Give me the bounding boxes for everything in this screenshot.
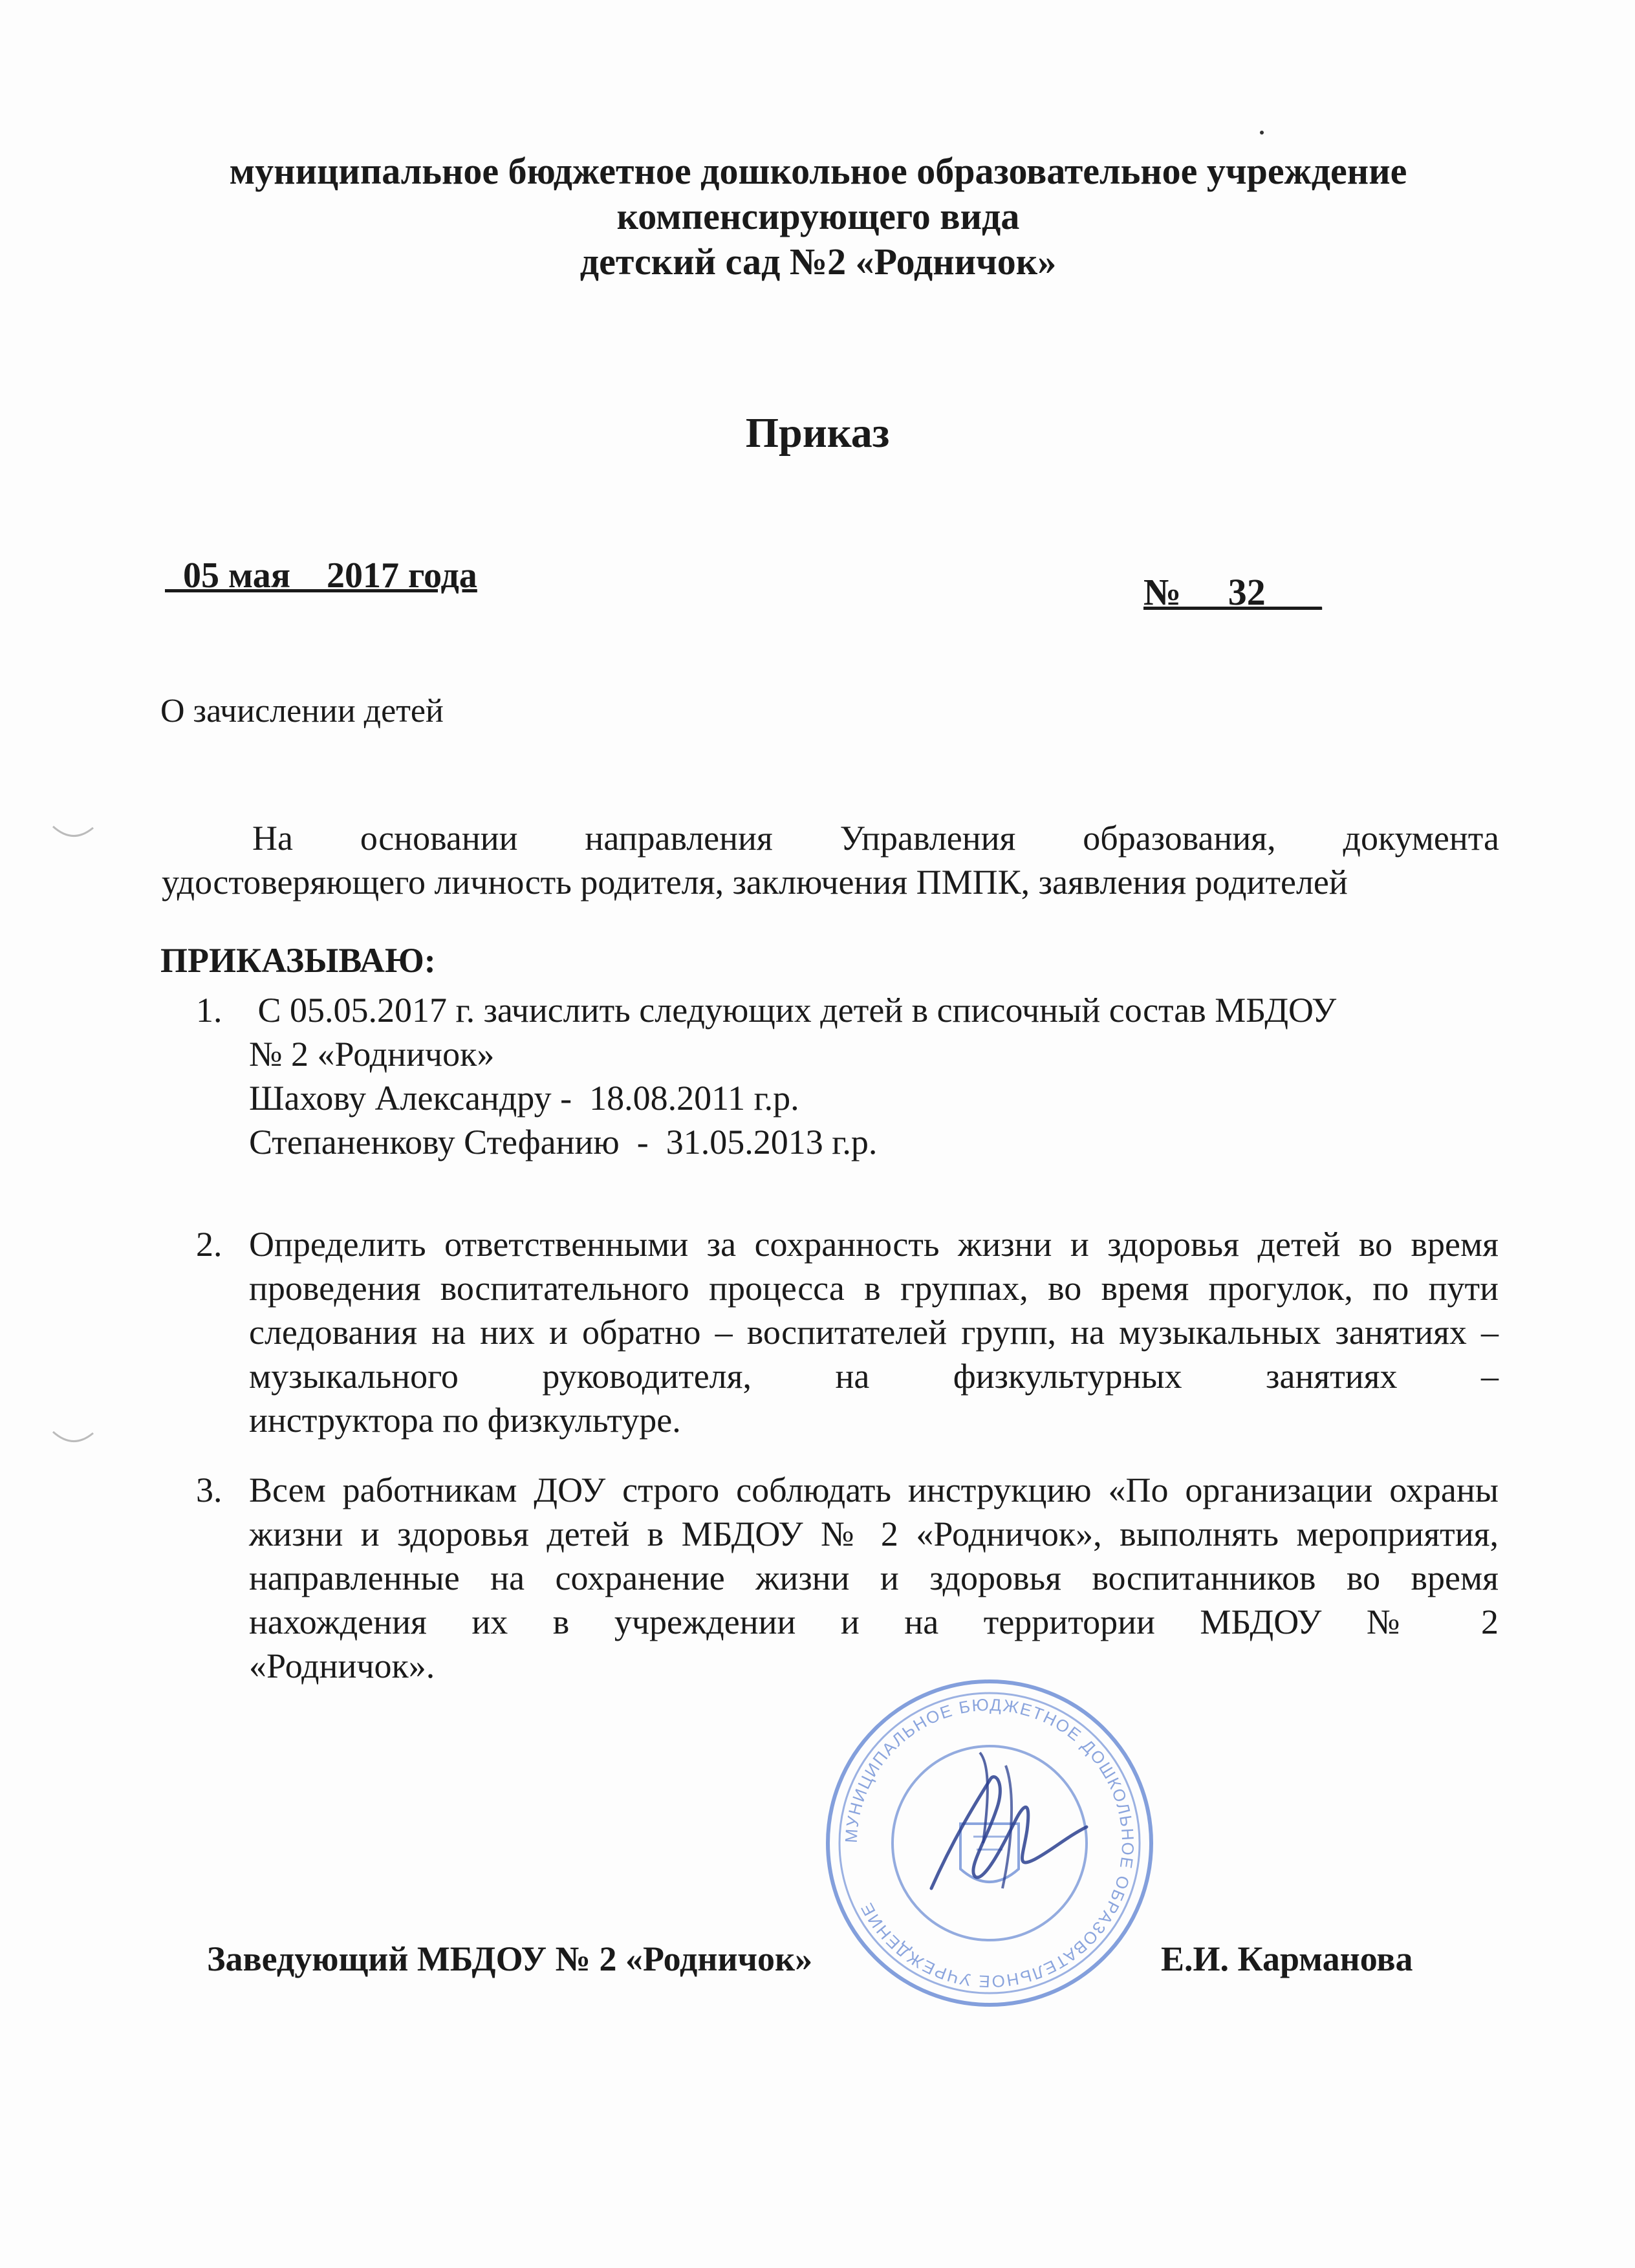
- item-text-last: «Родничок».: [249, 1647, 435, 1685]
- item-number: 1.: [196, 991, 222, 1030]
- item-line: С 05.05.2017 г. зачислить следующих детей в списочный состав МБДОУ: [249, 991, 1337, 1030]
- punch-hole-mark: [50, 823, 96, 842]
- child-entry: Шахову Александру - 18.08.2011 г.р.: [249, 1079, 799, 1118]
- child-entry: Степаненкову Стефанию - 31.05.2013 г.р.: [249, 1123, 878, 1161]
- header-line: муниципальное бюджетное дошкольное образовательное учреждение: [229, 150, 1407, 192]
- document-title: Приказ: [745, 409, 890, 457]
- item-text: Определить ответственными за сохранность жизни и здоровья детей во время проведения воспитательного процесса в группах, во время прогулок, по пути следования на них и обратно – воспитателей групп, на музыкальных занятиях – музыкального руководителя, на физкультурных занятиях –: [249, 1225, 1499, 1396]
- header-line: компенсирующего вида: [616, 195, 1020, 237]
- item-text: Всем работникам ДОУ строго соблюдать инструкцию «По организации охраны жизни и здоровья детей в МБДОУ № 2 «Родничок», выполнять мероприятия, направленные на сохранение жизни и здоровья воспитанников во время нахождения их в учреждении и на территории МБДОУ № 2: [249, 1471, 1499, 1641]
- svg-text:МУНИЦИПАЛЬНОЕ БЮДЖЕТНОЕ ДОШКОЛ: МУНИЦИПАЛЬНОЕ БЮДЖЕТНОЕ ДОШКОЛЬНОЕ ОБРАЗОВАТЕЛЬНОЕ УЧРЕЖДЕНИЕ: [841, 1694, 1138, 1992]
- header-line: детский сад №2 «Родничок»: [579, 241, 1057, 283]
- order-number: № __32___: [1143, 571, 1322, 613]
- item-number: 2.: [196, 1225, 222, 1264]
- order-subject: О зачислении детей: [160, 693, 444, 729]
- item-number: 3.: [196, 1471, 222, 1509]
- order-item: [196, 1468, 1499, 1688]
- order-date: 05 мая 2017 года: [165, 556, 477, 596]
- signature-name: Е.И. Карманова: [1161, 1939, 1413, 1978]
- basis-line: удостоверяющего личность родителя, заключения ПМПК, заявления родителей: [162, 863, 1348, 902]
- item-line: № 2 «Родничок»: [249, 1035, 495, 1074]
- orders-heading: ПРИКАЗЫВАЮ:: [160, 941, 436, 980]
- speck: [1260, 131, 1264, 135]
- basis-line: На основании направления Управления образования, документа: [252, 819, 1499, 858]
- order-item: [196, 1222, 1499, 1442]
- order-basis: [162, 816, 1499, 904]
- item-text-last: инструктора по физкультуре.: [249, 1401, 681, 1440]
- official-stamp: [821, 1675, 1158, 2011]
- organization-header: [162, 149, 1475, 285]
- order-item: [196, 988, 1478, 1164]
- signature-position: Заведующий МБДОУ № 2 «Родничок»: [207, 1939, 813, 1978]
- punch-hole-mark: [50, 1428, 96, 1447]
